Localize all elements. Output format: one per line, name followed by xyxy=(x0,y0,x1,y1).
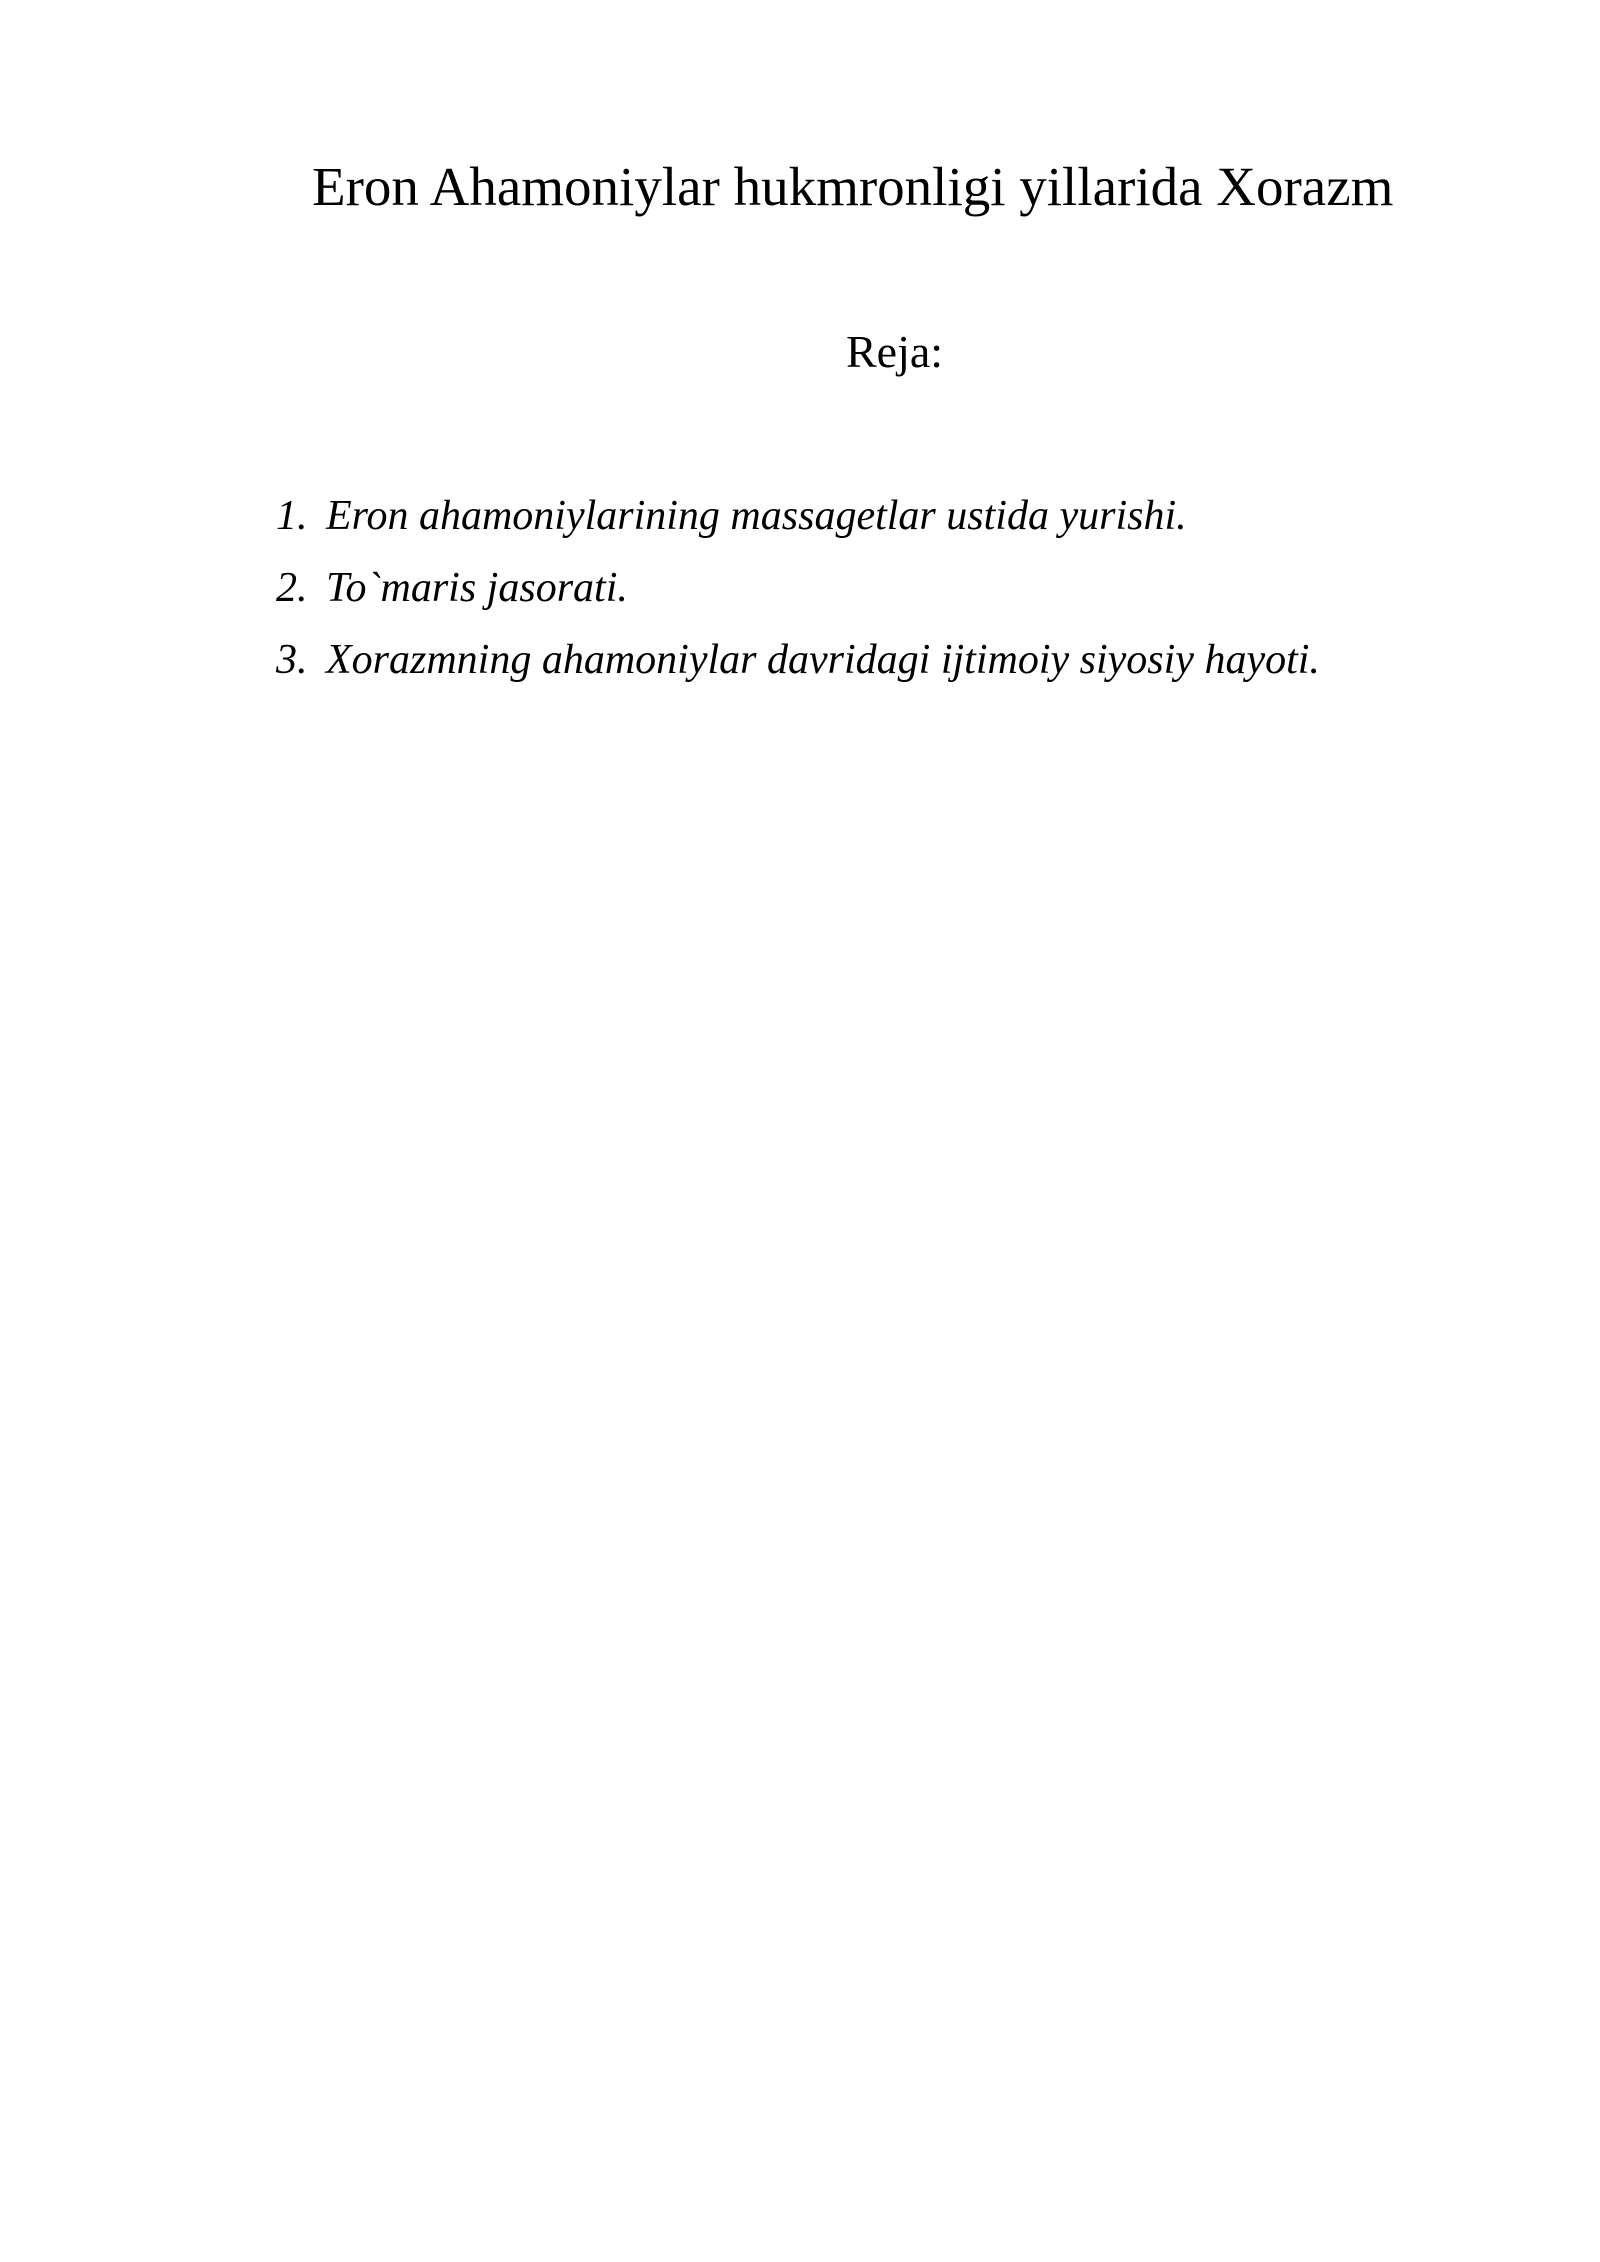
plan-item-3 xyxy=(276,624,1320,696)
document-title: Eron Ahamoniylar hukmronligi yillarida Xorazm xyxy=(312,156,1394,217)
plan-item-text: Eron ahamoniylarining massagetlar ustida yurishi. xyxy=(326,493,1187,539)
plan-list xyxy=(276,480,1320,696)
plan-item-1 xyxy=(276,480,1320,552)
plan-item-number: 2. xyxy=(276,565,308,611)
plan-heading: Reja: xyxy=(846,326,944,377)
plan-item-text: Xorazmning ahamoniylar davridagi ijtimoiy siyosiy hayoti. xyxy=(326,637,1320,683)
plan-item-number: 3. xyxy=(276,637,308,683)
plan-item-number: 1. xyxy=(276,493,308,539)
plan-item-2 xyxy=(276,552,1320,624)
plan-item-text: To`maris jasorati. xyxy=(326,565,628,611)
